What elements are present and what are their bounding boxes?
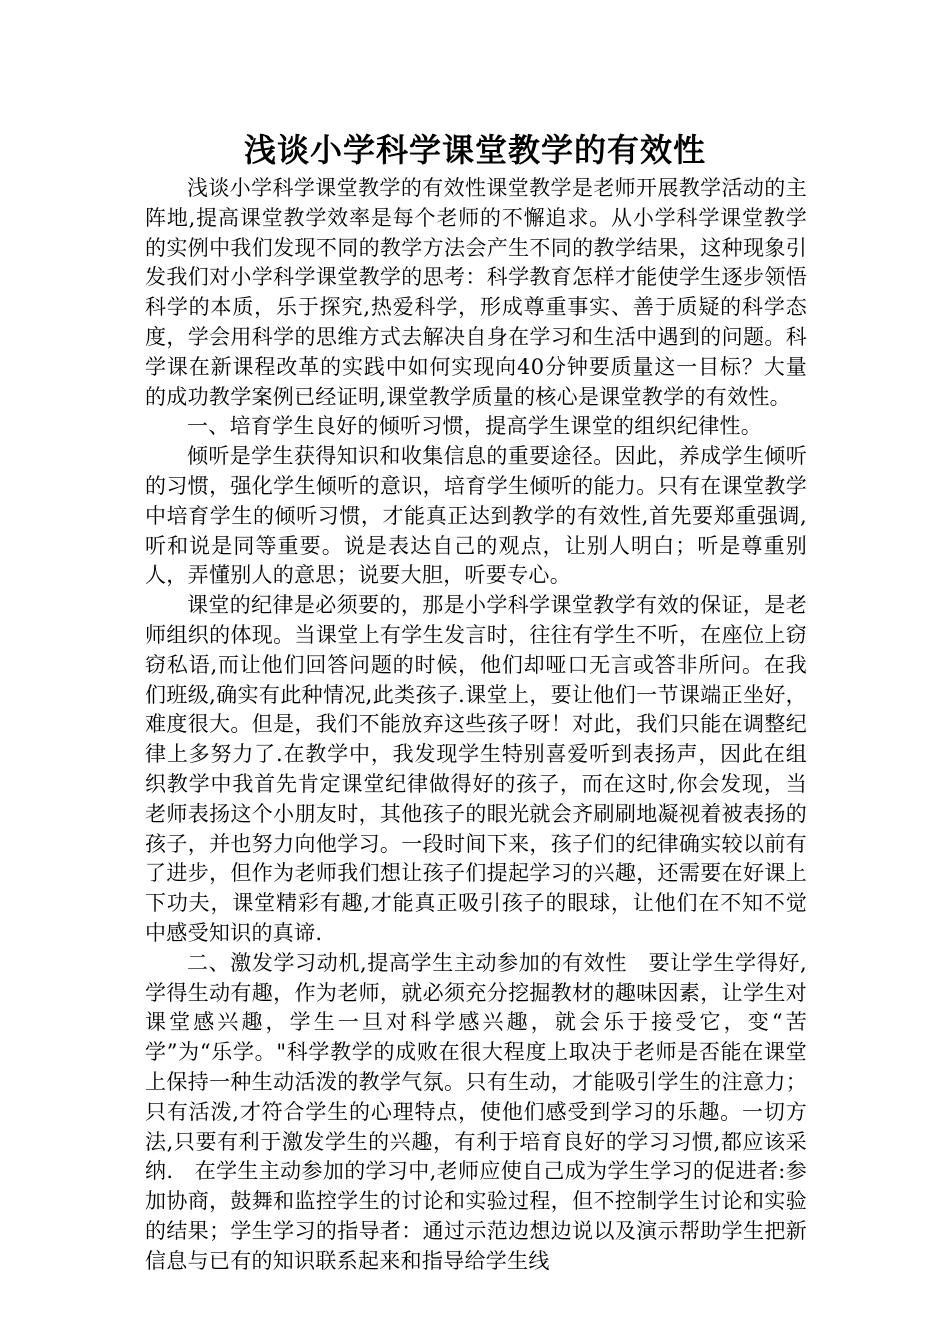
document-title: 浅谈小学科学课堂教学的有效性 <box>243 131 706 169</box>
paragraph-intro: 浅谈小学科学课堂教学的有效性课堂教学是老师开展教学活动的主阵地,提高课堂教学效率是每个老师的不懈追求。从小学科学课堂教学的实例中我们发现不同的教学方法会产生不同的教学结果，这种现象引发我们对小学科学课堂教学的思考：科学教育怎样才能使学生逐步领悟科学的本质，乐于探究,热爱科学，形成尊重事实、善于质疑的科学态度，学会用科学的思维方式去解决自身在学习和生活中遇到的问题。科学课在新课程改革的实践中如何实现向40分钟要质量这一目标？大量的成功教学案例已经证明,课堂教学质量的核心是课堂教学的有效性。 <box>145 176 807 409</box>
paragraph-listening: 倾听是学生获得知识和收集信息的重要途径。因此，养成学生倾听的习惯，强化学生倾听的意识，培育学生倾听的能力。只有在课堂教学中培育学生的倾听习惯，才能真正达到教学的有效性,首先要郑重强调,听和说是同等重要。说是表达自己的观点，让别人明白；听是尊重别人，弄懂别人的意思；说要大胆，听要专心。 <box>145 444 807 588</box>
paragraph-heading-2-motivation: 二、激发学习动机,提高学生主动参加的有效性 要让学生学得好,学得生动有趣，作为老师，就必须充分挖掘教材的趣味因素，让学生对课堂感兴趣，学生一旦对科学感兴趣，就会乐于接受它，变“苦学”为“乐学。"科学教学的成败在很大程度上取决于老师是否能在课堂上保持一种生动活泼的教学气氛。只有生动，才能吸引学生的注意力；只有活泼,才符合学生的心理特点，使他们感受到学习的乐趣。一切方法,只要有利于激发学生的兴趣，有利于培育良好的学习习惯,都应该采纳. 在学生主动参加的学习中,老师应使自己成为学生学习的促进者:参加协商，鼓舞和监控学生的讨论和实验过程，但不控制学生讨论和实验的结果；学生学习的指导者：通过示范边想边说以及演示帮助学生把新信息与已有的知识联系起来和指导给学生线 <box>145 950 807 1273</box>
paragraph-discipline: 课堂的纪律是必须要的，那是小学科学课堂教学有效的保证，是老师组织的体现。当课堂上有学生发言时，往往有学生不听，在座位上窃窃私语,而让他们回答问题的时候，他们却哑口无言或答非所问。在我们班级,确实有此种情况,此类孩子.课堂上，要让他们一节课端正坐好，难度很大。但是，我们不能放弃这些孩子呀！对此，我们只能在调整纪律上多努力了.在教学中，我发现学生特别喜爱听到表扬声，因此在组织教学中我首先肯定课堂纪律做得好的孩子，而在这时,你会发现，当老师表扬这个小朋友时，其他孩子的眼光就会齐刷刷地凝视着被表扬的孩子，并也努力向他学习。一段时间下来，孩子们的纪律确实较以前有了进步，但作为老师我们想让孩子们提起学习的兴趣，还需要在好课上下功夫，课堂精彩有趣,才能真正吸引孩子的眼球，让他们在不知不觉中感受知识的真谛. <box>145 593 807 945</box>
document-body <box>145 174 807 1276</box>
paragraph-heading-1: 一、培育学生良好的倾听习惯，提高学生课堂的组织纪律性。 <box>187 414 763 439</box>
